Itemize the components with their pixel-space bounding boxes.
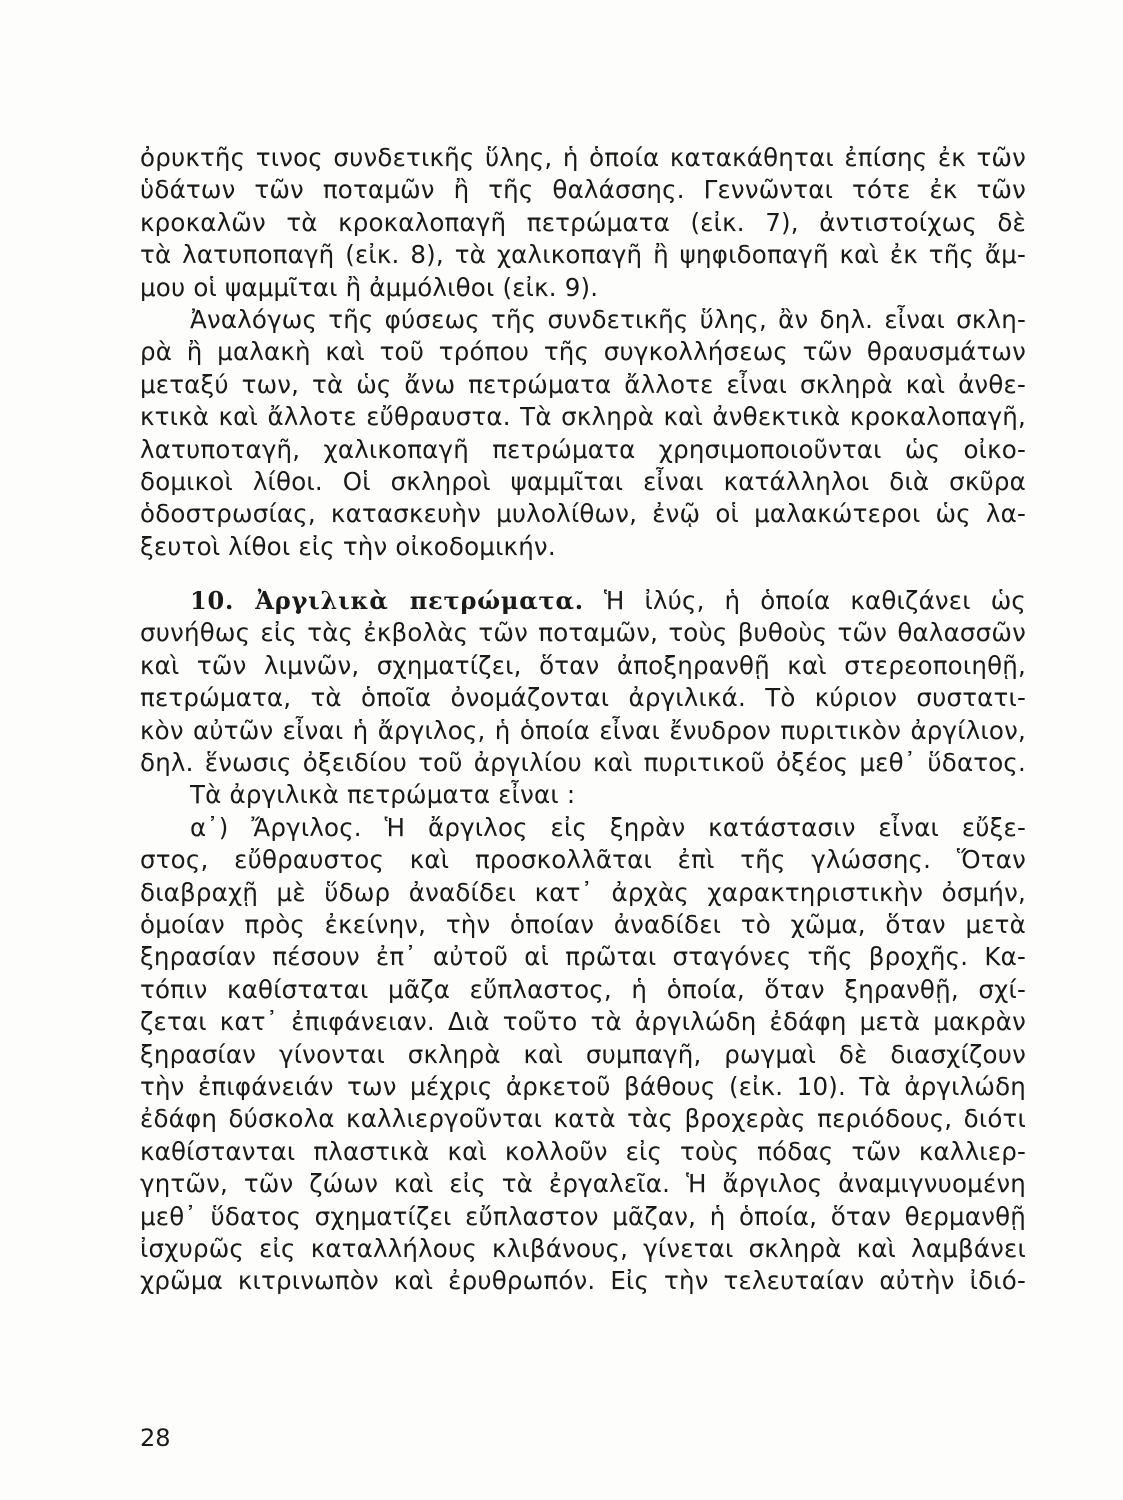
text-line: ρὰ ἢ μαλακὴ καὶ τοῦ τρόπου τῆς συγκολλήσεως τῶν θραυσμάτων <box>140 337 1026 367</box>
text-line: μεταξύ των, τὰ ὡς ἄνω πετρώματα ἄλλοτε εἶναι σκληρὰ καὶ ἀνθε- <box>140 369 1026 399</box>
section-heading-line <box>140 585 1026 617</box>
text-line: τὴν ἐπιφάνειάν των μέχρις ἀρκετοῦ βάθους (εἰκ. 10). Τὰ ἀργιλώδη <box>140 1071 1026 1101</box>
text-line: ἰσχυρῶς εἰς καταλλήλους κλιβάνους, γίνεται σκληρὰ καὶ λαμβάνει <box>140 1233 1026 1263</box>
text-line: γητῶν, τῶν ζώων καὶ εἰς τὰ ἐργαλεῖα. Ἡ ἄργιλος ἀναμιγνυομένη <box>140 1169 1026 1199</box>
text-line: α᾽) Ἄργιλος. Ἡ ἄργιλος εἰς ξηρὰν κατάστασιν εἶναι εὔξε- <box>190 812 1026 842</box>
text-line: ἐδάφη δύσκολα καλλιεργοῦνται κατὰ τὰς βροχερὰς περιόδους, διότι <box>140 1104 1026 1134</box>
text-line: διαβραχῇ μὲ ὕδωρ ἀναδίδει κατ᾽ ἀρχὰς χαρακτηριστικὴν ὀσμήν, <box>140 877 1026 907</box>
text-line: μεθ᾽ ὕδατος σχηματίζει εὔπλαστον μᾶζαν, ἡ ὁποία, ὅταν θερμανθῇ <box>140 1201 1026 1231</box>
text-run: Ἡ ἰλύς, ἡ ὁποία καθιζάνει ὡς <box>603 586 1026 616</box>
text-line: ξηρασίαν πέσουν ἐπ᾽ αὐτοῦ αἱ πρῶται σταγόνες τῆς βροχῆς. Κα- <box>140 942 1026 972</box>
text-line: κτικὰ καὶ ἄλλοτε εὔθραυστα. Τὰ σκληρὰ καὶ ἀνθεκτικὰ κροκαλοπαγῆ, <box>140 402 1026 432</box>
text-line: τόπιν καθίσταται μᾶζα εὔπλαστος, ἡ ὁποία, ὅταν ξηρανθῇ, σχί- <box>140 974 1026 1004</box>
text-line: ξηρασίαν γίνονται σκληρὰ καὶ συμπαγῆ, ρωγμαὶ δὲ διασχίζουν <box>140 1039 1026 1069</box>
text-line: ὀρυκτῆς τινος συνδετικῆς ὕλης, ἡ ὁποία κατακάθηται ἐπίσης ἐκ τῶν <box>140 143 1026 172</box>
text-line: πετρώματα, τὰ ὁποῖα ὀνομάζονται ἀργιλικά. Τὸ κύριον συστατι- <box>140 683 1026 713</box>
text-line: ὁδοστρωσίας, κατασκευὴν μυλολίθων, ἐνῷ οἱ μαλακώτεροι ὡς λα- <box>140 499 1026 529</box>
text-line: χρῶμα κιτρινωπὸν καὶ ἐρυθρωπόν. Εἰς τὴν τελευταίαν αὐτὴν ἰδιό- <box>140 1266 1026 1296</box>
page-number: 28 <box>140 1424 171 1452</box>
text-line: λατυποταγῆ, χαλικοπαγῆ πετρώματα χρησιμοποιοῦνται ὡς οἰκο- <box>140 434 1026 464</box>
body-text <box>140 142 1026 1298</box>
text-line: ὁμοίαν πρὸς ἐκείνην, τὴν ὁποίαν ἀναδίδει τὸ χῶμα, ὅταν μετὰ <box>140 909 1026 939</box>
text-line: τὰ λατυποπαγῆ (εἰκ. 8), τὰ χαλικοπαγῆ ἢ ψηφιδοπαγῆ καὶ ἐκ τῆς ἄμ- <box>140 240 1026 270</box>
text-line: στος, εὔθραυστος καὶ προσκολλᾶται ἐπὶ τῆς γλώσσης. Ὅταν <box>140 845 1026 875</box>
text-line: κὸν αὐτῶν εἶναι ἡ ἄργιλος, ἡ ὁποία εἶναι ἔνυδρον πυριτικὸν ἀργίλιον, <box>140 715 1026 745</box>
text-line: μου οἱ ψαμμῖται ἢ ἀμμόλιθοι (εἰκ. 9). <box>140 272 599 302</box>
text-line: ξευτοὶ λίθοι εἰς τὴν οἰκοδομικήν. <box>140 531 556 561</box>
text-line: ὑδάτων τῶν ποταμῶν ἢ τῆς θαλάσσης. Γεννῶνται τότε ἐκ τῶν <box>140 175 1026 205</box>
text-line: Ἀναλόγως τῆς φύσεως τῆς συνδετικῆς ὕλης, ἂν δηλ. εἶναι σκλη- <box>190 304 1026 334</box>
text-line: δηλ. ἕνωσις ὀξειδίου τοῦ ἀργιλίου καὶ πυριτικοῦ ὀξέος μεθ᾽ ὕδατος. <box>140 748 1026 778</box>
text-line: καὶ τῶν λιμνῶν, σχηματίζει, ὅταν ἀποξηρανθῇ καὶ στερεοποιηθῇ, <box>140 650 1026 680</box>
text-line: καθίστανται πλαστικὰ καὶ κολλοῦν εἰς τοὺς πόδας τῶν καλλιερ- <box>140 1136 1026 1166</box>
text-line: ζεται κατ᾽ ἐπιφάνειαν. Διὰ τοῦτο τὰ ἀργιλώδη ἐδάφη μετὰ μακρὰν <box>140 1007 1026 1037</box>
text-line: συνήθως εἰς τὰς ἐκβολὰς τῶν ποταμῶν, τοὺς βυθοὺς τῶν θαλασσῶν <box>140 618 1026 648</box>
text-line: δομικοὶ λίθοι. Οἱ σκληροὶ ψαμμῖται εἶναι κατάλληλοι διὰ σκῦρα <box>140 466 1026 496</box>
text-line: κροκαλῶν τὰ κροκαλοπαγῆ πετρώματα (εἰκ. 7), ἀντιστοίχως δὲ <box>140 207 1026 237</box>
text-line: Τὰ ἀργιλικὰ πετρώματα εἶναι : <box>190 780 576 810</box>
section-heading: 10. Ἀργιλικὰ πετρώματα. <box>190 586 584 616</box>
